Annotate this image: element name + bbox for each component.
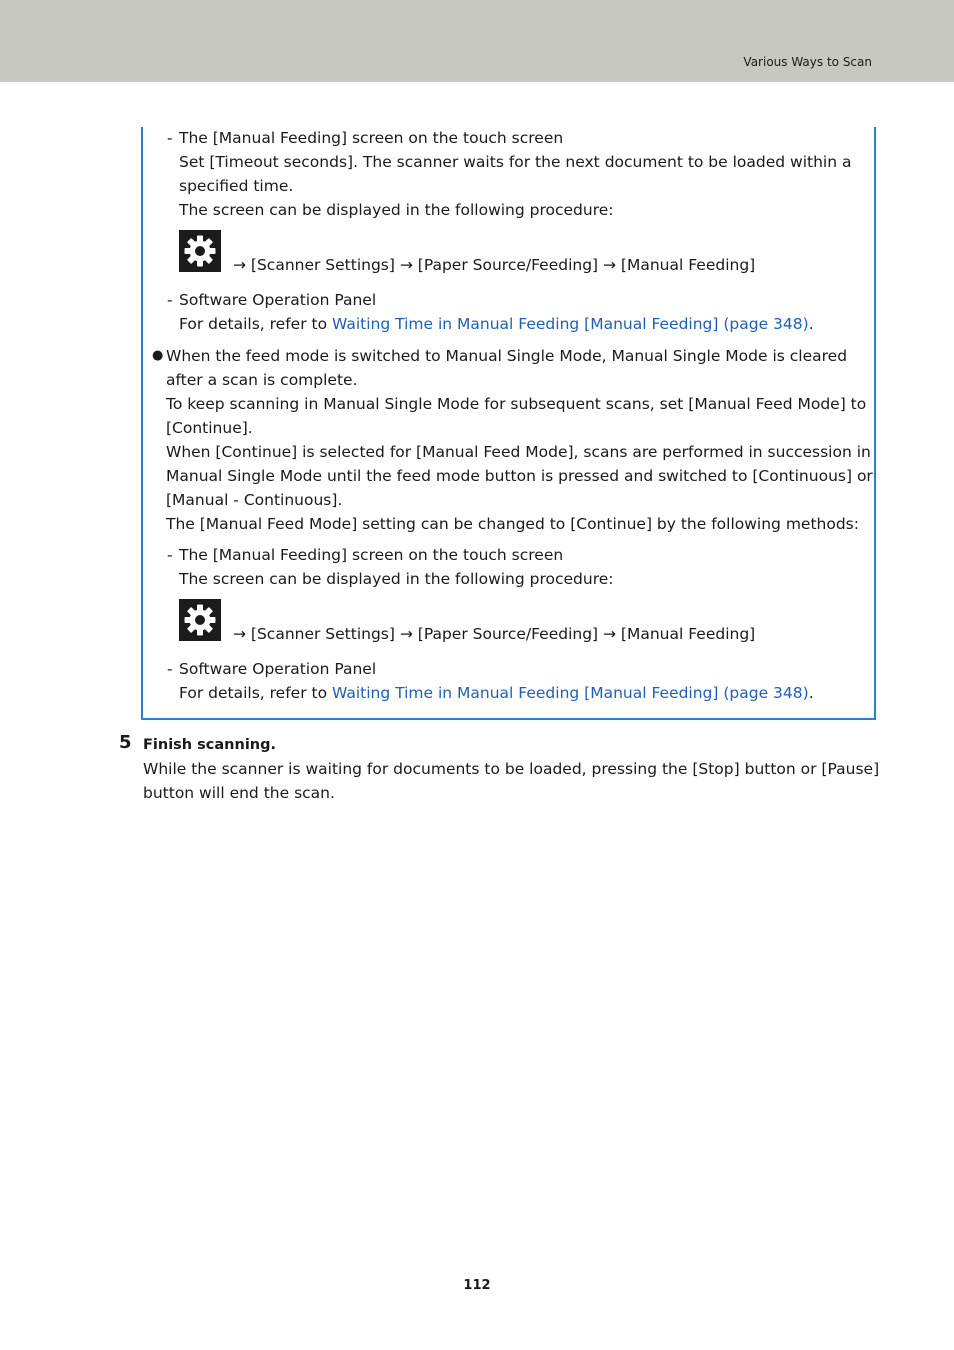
step-title: Finish scanning.	[143, 737, 277, 753]
reference-link[interactable]: Waiting Time in Manual Feeding [Manual Feeding] (page 348)	[332, 684, 809, 702]
bullet-text: When [Continue] is selected for [Manual Feed Mode], scans are performed in succession in	[166, 443, 871, 461]
page-header	[0, 0, 954, 82]
list-item-text: The screen can be displayed in the following procedure:	[179, 570, 614, 588]
reference-line	[179, 312, 814, 336]
bullet-text: Manual Single Mode until the feed mode button is pressed and switched to [Continuous] or	[166, 467, 873, 485]
list-item-text: specified time.	[179, 177, 294, 195]
reference-suffix: .	[808, 684, 814, 702]
reference-link[interactable]: Waiting Time in Manual Feeding [Manual Feeding] (page 348)	[332, 315, 809, 333]
bullet-text: To keep scanning in Manual Single Mode for subsequent scans, set [Manual Feed Mode] to	[166, 395, 867, 413]
bullet-text: [Manual - Continuous].	[166, 491, 343, 509]
list-dash: -	[167, 546, 173, 564]
gear-icon	[179, 230, 221, 272]
step-text: While the scanner is waiting for documents to be loaded, pressing the [Stop] button or [Pause]	[143, 760, 880, 778]
reference-line	[179, 681, 814, 705]
menu-path: → [Scanner Settings] → [Paper Source/Feeding] → [Manual Feeding]	[233, 256, 756, 274]
list-item-text: Set [Timeout seconds]. The scanner waits for the next document to be loaded within a	[179, 153, 852, 171]
bullet-text: [Continue].	[166, 419, 253, 437]
menu-path: → [Scanner Settings] → [Paper Source/Feeding] → [Manual Feeding]	[233, 625, 756, 643]
bullet-text: The [Manual Feed Mode] setting can be changed to [Continue] by the following methods:	[166, 515, 859, 533]
list-item-title: Software Operation Panel	[179, 660, 377, 678]
reference-prefix: For details, refer to	[179, 315, 332, 333]
bullet-text: after a scan is complete.	[166, 371, 358, 389]
step-number: 5	[119, 732, 132, 753]
list-dash: -	[167, 660, 173, 678]
bullet-icon: ●	[152, 348, 164, 363]
list-item-title: The [Manual Feeding] screen on the touch screen	[179, 546, 564, 564]
bullet-text: When the feed mode is switched to Manual Single Mode, Manual Single Mode is cleared	[166, 347, 848, 365]
reference-prefix: For details, refer to	[179, 684, 332, 702]
list-dash: -	[167, 291, 173, 309]
gear-icon	[179, 599, 221, 641]
section-title: Various Ways to Scan	[743, 55, 872, 69]
list-item-title: Software Operation Panel	[179, 291, 377, 309]
reference-suffix: .	[808, 315, 814, 333]
list-item-title: The [Manual Feeding] screen on the touch screen	[179, 129, 564, 147]
page-number: 112	[463, 1278, 491, 1293]
list-item-text: The screen can be displayed in the following procedure:	[179, 201, 614, 219]
list-dash: -	[167, 129, 173, 147]
step-text: button will end the scan.	[143, 784, 335, 802]
